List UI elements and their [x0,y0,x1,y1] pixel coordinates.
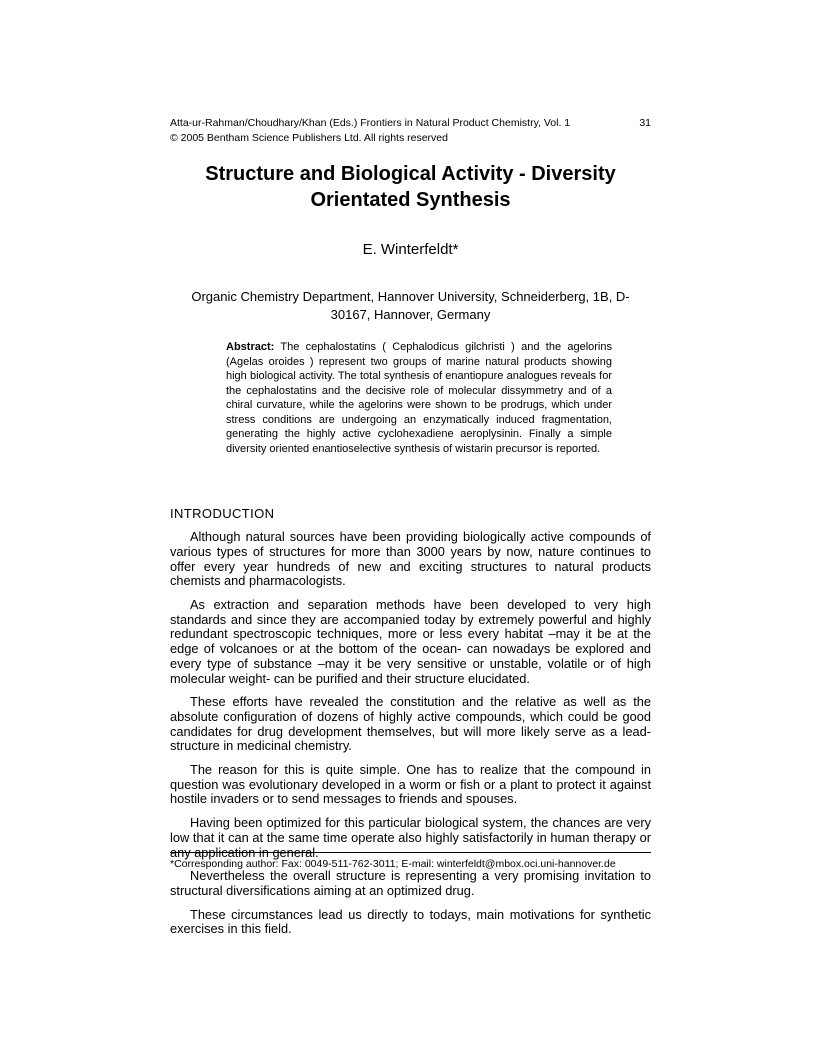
paragraph: Although natural sources have been providing biologically active compounds of various types of structures for more than 3000 years by now, nature continues to offer every year hundreds of new and exciting structures to natural products chemists and pharmacologists. [170,529,651,589]
page-number: 31 [639,117,651,129]
paragraph: These efforts have revealed the constitution and the relative as well as the absolute configuration of dozens of highly active compounds, which could be good candidates for drug development themselves, but will more likely serve as a lead-structure in medicinal chemistry. [170,694,651,754]
paragraph: Having been optimized for this particular biological system, the chances are very low that it can at the same time operate also highly satisfactorily in human therapy or any application in general. [170,815,651,860]
section-heading-introduction: INTRODUCTION [170,506,275,522]
paper-title: Structure and Biological Activity - Diversity Orientated Synthesis [205,163,616,211]
running-head: Atta-ur-Rahman/Choudhary/Khan (Eds.) Frontiers in Natural Product Chemistry, Vol. 1 [170,117,571,129]
paragraph: As extraction and separation methods have been developed to very high standards and since they are accompanied today by extremely powerful and highly redundant spectroscopic techniques, more or less every habitat –may it be at the edge of volcanoes or at the bottom of the ocean- can nowadays be explored and every type of substance –may it be very sensitive or unstable, volatile or of high molecular weight- can be purified and their structure elucidated. [170,597,651,686]
affiliation: Organic Chemistry Department, Hannover University, Schneiderberg, 1B, D-30167, Hannover, Germany [191,289,630,322]
footnote-rule [170,852,651,853]
author: E. Winterfeldt* [362,241,459,258]
paragraph: The reason for this is quite simple. One has to realize that the compound in question was evolutionary developed in a worm or fish or a plant to protect it against hostile invaders or to send messages to friends and spouses. [170,762,651,807]
copyright-line: © 2005 Bentham Science Publishers Ltd. All rights reserved [170,132,448,144]
corresponding-author-footnote: *Corresponding author: Fax: 0049-511-762-3011; E-mail: winterfeldt@mbox.oci.uni-hannover.de [170,858,616,870]
paragraph: These circumstances lead us directly to todays, main motivations for synthetic exercises in this field. [170,906,651,937]
page-content [170,117,651,937]
abstract-text: The cephalostatins ( Cephalodicus gilchristi ) and the agelorins (Agelas oroides ) represent two groups of marine natural products showing high biological activity. The total synthesis of enantiopure analogues reveals for the cephalostatins and the decisive role of molecular dissymmetry and of a chiral curvature, while the agelorins were shown to be prodrugs, which under stress conditions are undergoing an enzymatically induced fragmentation, generating the highly active cyclohexadiene aeroplysinin. Finally a simple diversity oriented enantioselective synthesis of wistarin precursor is reported. [226,341,612,455]
running-head-row [170,117,651,130]
paragraph: Nevertheless the overall structure is representing a very promising invitation to structural diversifications aiming at an optimized drug. [170,868,651,898]
body-paragraphs [170,530,651,937]
abstract [226,340,612,456]
abstract-label: Abstract: [226,341,275,354]
